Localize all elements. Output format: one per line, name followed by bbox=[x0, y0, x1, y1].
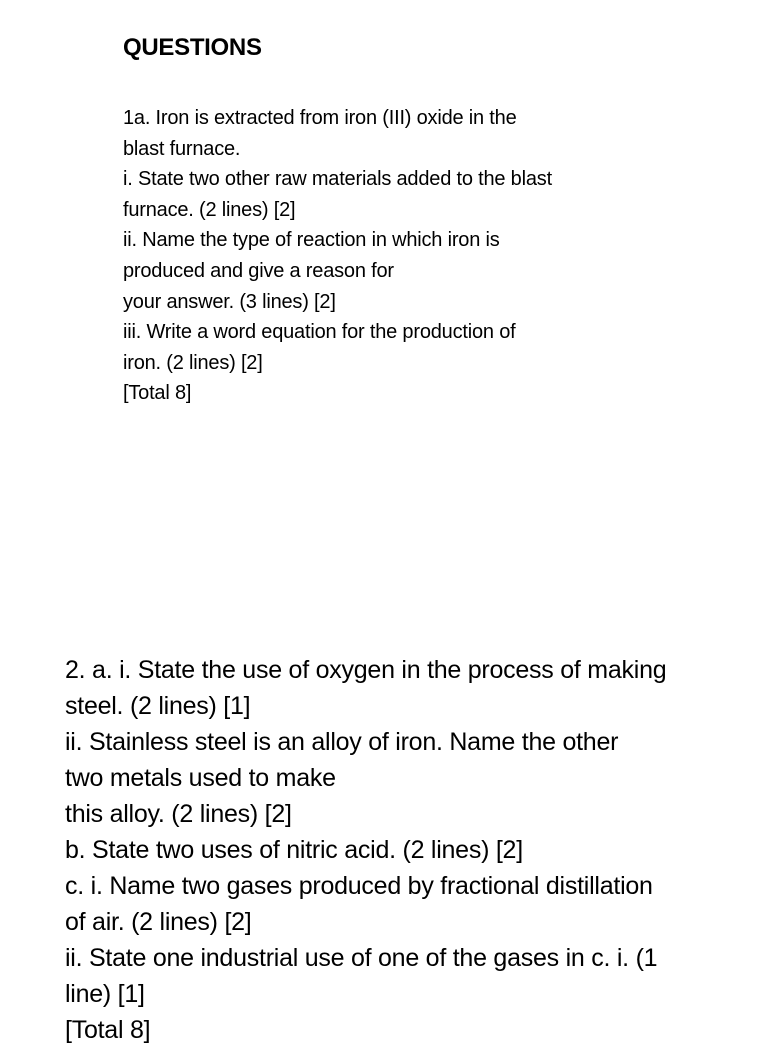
question-line: 1a. Iron is extracted from iron (III) oxide in the bbox=[123, 107, 517, 129]
question-line: produced and give a reason for bbox=[123, 259, 394, 282]
question-line: c. i. Name two gases produced by fractional distillation bbox=[65, 872, 653, 900]
question-total: [Total 8] bbox=[65, 1016, 151, 1044]
question-line: blast furnace. bbox=[123, 137, 241, 160]
question-line: of air. (2 lines) [2] bbox=[65, 908, 252, 936]
question-line: two metals used to make bbox=[65, 764, 336, 792]
question-line: ii. Stainless steel is an alloy of iron. Name the other bbox=[65, 728, 619, 756]
question-2 bbox=[65, 652, 755, 1048]
question-line: your answer. (3 lines) [2] bbox=[123, 290, 336, 313]
question-line: 2. a. i. State the use of oxygen in the process of making bbox=[65, 656, 667, 684]
question-1 bbox=[123, 103, 683, 409]
question-line: iii. Write a word equation for the production of bbox=[123, 321, 516, 344]
question-line: iron. (2 lines) [2] bbox=[123, 351, 263, 374]
question-line: furnace. (2 lines) [2] bbox=[123, 198, 296, 221]
question-line: i. State two other raw materials added to the blast bbox=[123, 168, 552, 191]
question-line: ii. State one industrial use of one of the gases in c. i. (1 bbox=[65, 944, 658, 972]
question-line: steel. (2 lines) [1] bbox=[65, 692, 251, 720]
question-line: this alloy. (2 lines) [2] bbox=[65, 800, 292, 828]
question-total: [Total 8] bbox=[123, 382, 192, 405]
question-line: b. State two uses of nitric acid. (2 lines) [2] bbox=[65, 836, 523, 864]
question-line: ii. Name the type of reaction in which iron is bbox=[123, 229, 500, 252]
question-line: line) [1] bbox=[65, 980, 145, 1008]
page-title: QUESTIONS bbox=[123, 34, 262, 61]
